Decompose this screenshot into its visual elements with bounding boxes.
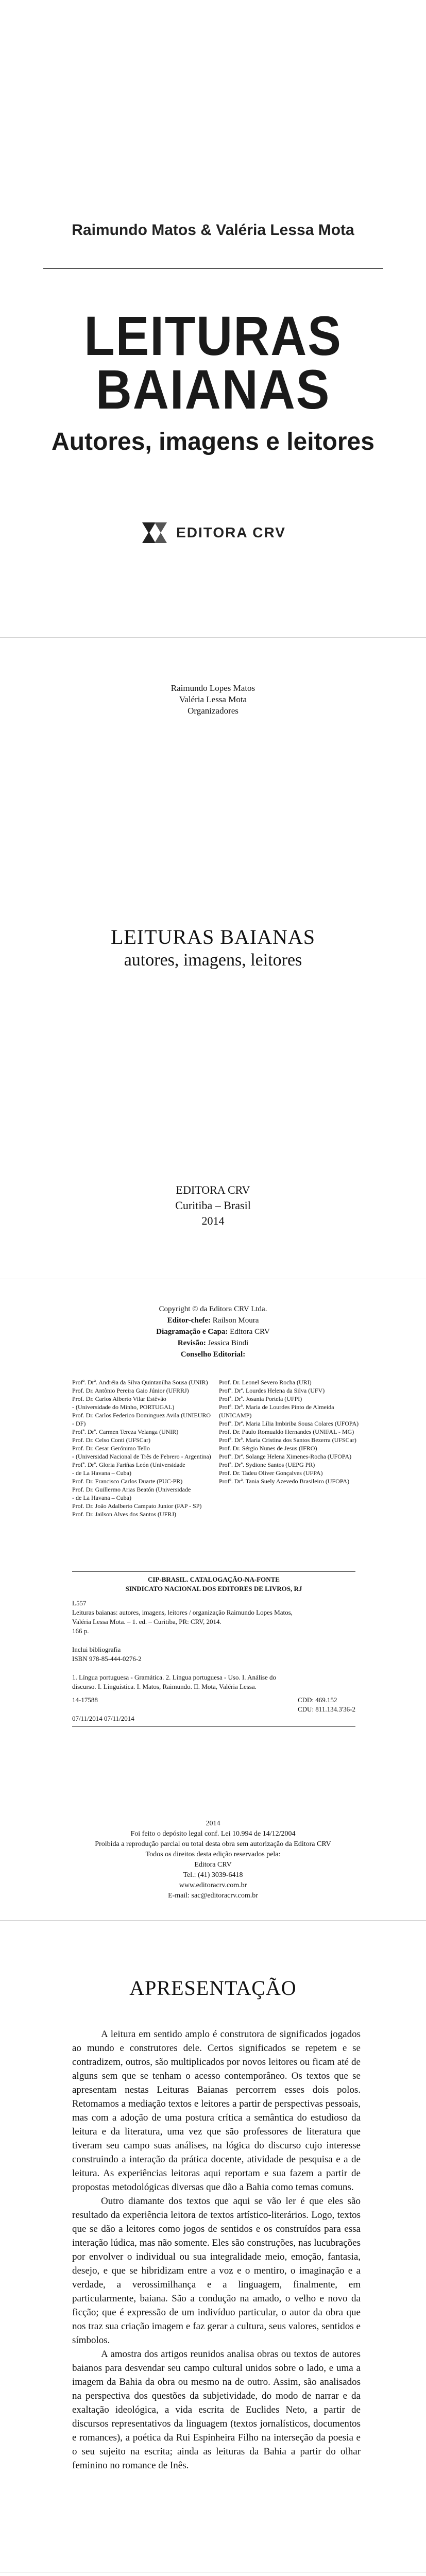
legal-lines xyxy=(0,1829,426,1901)
cover-page xyxy=(0,0,426,634)
council-member: Prof. Dr. Carlos Federico Dominguez Avila (UNIEURO - DF) xyxy=(72,1412,211,1427)
apresentacao-text xyxy=(72,2027,361,2472)
cip-cdu: CDU: 811.134.3'36-2 xyxy=(298,1705,355,1713)
legal-line: E-mail: sac@editoracrv.com.br xyxy=(168,1892,258,1900)
council-member: Profª. Drª. Solange Helena Ximenes-Rocha (UFOPA) xyxy=(219,1453,352,1460)
cip-number: L557 xyxy=(72,1599,87,1607)
council-member: Profª. Drª. Maria Cristina dos Santos Bezerra (UFSCar) xyxy=(219,1436,356,1444)
cip-record-line: discurso. I. Linguística. I. Matos, Raimundo. II. Mota, Valéria Lessa. xyxy=(72,1683,257,1690)
copyright-page xyxy=(0,1283,426,1917)
council-member: Prof. Dr. Guillermo Arias Beatón (Universidade xyxy=(72,1486,191,1493)
cover-title-line2: BAIANAS xyxy=(95,358,331,420)
council-member: Prof. Dr. Francisco Carlos Duarte (PUC-PR) xyxy=(72,1478,183,1485)
cip-heading-line: CIP-BRASIL. CATALOGAÇÃO-NA-FONTE xyxy=(148,1575,280,1583)
cip-record-line: Valéria Lessa Mota. – 1. ed. – Curitiba, PR: CRV, 2014. xyxy=(72,1618,221,1625)
council-member: Prof. Dr. Celso Conti (UFSCar) xyxy=(72,1436,151,1444)
cip-body xyxy=(72,1599,355,1723)
copyright-credits xyxy=(0,1303,426,1360)
council-member: Prof. Dr. Leonel Severo Rocha (URI) xyxy=(219,1379,312,1386)
cip-codes xyxy=(72,1696,355,1714)
council-member: - de La Havana – Cuba) xyxy=(72,1494,131,1501)
cip-cdd: CDD: 469.152 xyxy=(298,1696,337,1704)
cip-heading-line: SINDICATO NACIONAL DOS EDITORES DE LIVROS, RJ xyxy=(125,1585,302,1592)
organizer-name: Valéria Lessa Mota xyxy=(179,694,247,704)
council-right-column xyxy=(219,1378,361,1518)
editora-crv-logo-icon xyxy=(140,520,169,545)
council-member: Profª. Drª. Maria Lília Imbiriba Sousa Colares (UFOPA) xyxy=(219,1420,359,1427)
cip-dates: 07/11/2014 07/11/2014 xyxy=(72,1715,134,1722)
cover-subtitle: Autores, imagens e leitores xyxy=(52,428,374,455)
legal-line: www.editoracrv.com.br xyxy=(179,1882,247,1889)
title-page-subtitle: autores, imagens, leitores xyxy=(124,951,302,970)
credit-label: Revisão: xyxy=(177,1339,206,1347)
page-separator xyxy=(0,637,426,638)
cover-title-line1: LEITURAS xyxy=(84,304,342,367)
legal-line: Todos os direitos desta edição reservados pela: xyxy=(145,1851,281,1858)
council-member: Prof. Dr. Paulo Romualdo Hernandes (UNIFAL - MG) xyxy=(219,1428,354,1435)
council-member: - (Universidade do Minho, PORTUGAL) xyxy=(72,1403,175,1411)
credit-value: Railson Moura xyxy=(212,1316,259,1325)
imprint xyxy=(0,1182,426,1229)
legal-notice xyxy=(0,1819,426,1901)
credit-value: Jessica Bindi xyxy=(208,1339,249,1347)
cip-record-line: Inclui bibliografia xyxy=(72,1646,121,1653)
council-member: - de La Havana – Cuba) xyxy=(72,1469,131,1477)
council-member: Prof. Dr. Cesar Gerónimo Tello xyxy=(72,1445,150,1452)
legal-line: Tel.: (41) 3039-6418 xyxy=(183,1871,243,1879)
credit-value: Editora CRV xyxy=(230,1328,270,1336)
apresentacao-heading: APRESENTAÇÃO xyxy=(129,1976,297,1999)
copyright-line: Copyright © da Editora CRV Ltda. xyxy=(159,1305,267,1313)
organizer-role: Organizadores xyxy=(188,706,238,716)
apresentacao-page xyxy=(0,1924,426,2568)
cip-heading xyxy=(72,1575,355,1594)
paragraph: Outro diamante dos textos que aqui se vão ler é que eles são resultado da experiência leitora de textos artístico-literários. Logo, textos que se dão a leitores como jogos de sentidos e os construídos para essa interação lúdica, mas não somente. Eles são construções, nas lucubrações por envolver o individual ou sua integralidade meio, emoção, fantasia, desejo, e que se hibridizam entre a voz e o mentiro, o imaginação e a verdade, a verossimilhança e a linguagem, finalmente, em particularmente, baiana. São a condução na amado, o velho e novo da ficção; que é expressão de um indivíduo particular, o autor da obra que nos traz sua criação imagem e faz gerar a cultura, seus valores, sentidos e símbolos. xyxy=(72,2196,361,2346)
cip-code: 14-17588 xyxy=(72,1696,98,1704)
council-member: Prof. Dr. Antônio Pereira Gaio Júnior (UFRRJ) xyxy=(72,1387,189,1394)
legal-line: Editora CRV xyxy=(194,1861,232,1869)
imprint-city: Curitiba – Brasil xyxy=(175,1199,251,1212)
cip-record-line: Leituras baianas: autores, imagens, leitores / organização Raimundo Lopes Matos, xyxy=(72,1608,293,1616)
editorial-council xyxy=(72,1378,361,1518)
publisher-logo xyxy=(0,520,426,545)
council-title: Conselho Editorial: xyxy=(180,1350,246,1359)
cip-record-lines xyxy=(72,1608,355,1691)
imprint-publisher: EDITORA CRV xyxy=(176,1183,250,1196)
cover-authors: Raimundo Matos & Valéria Lessa Mota xyxy=(72,222,354,239)
publisher-logo-text: EDITORA CRV xyxy=(176,524,286,540)
council-member: Profª. Drª. Maria de Lourdes Pinto de Almeida (UNICAMP) xyxy=(219,1403,334,1419)
title-page xyxy=(0,641,426,1275)
paragraph: A leitura em sentido amplo é construtora de significados jogados ao mundo e construtores dele. Certos significados se repetem e se contradizem, outros, são multiplicados por novos leitores ou ficam até de alguns sem que se tenham o acesso contemporâneo. Os textos que se apresentam nestas Leituras Baianas percorrem esses dois polos. Retomamos a mediação textos e leitores a partir de perspectivas pessoais, mas com a adoção de uma postura crítica a semântica do estudioso da leitura e da literatura, uma vez que são professores de literatura que tiveram seu campo suas análises, na lógica do discurso cujo interesse construindo a interação da prática docente, atividade de pesquisa e a de leitura. As experiências leitoras aqui reportam e sua fazem a partir de propostas metodológicas diversas que dão a Bahia como temas comuns. xyxy=(72,2029,361,2193)
legal-year: 2014 xyxy=(206,1820,220,1827)
credit-label: Diagramação e Capa: xyxy=(156,1328,228,1336)
council-member: Profª. Drª. Lourdes Helena da Silva (UFV) xyxy=(219,1387,325,1394)
council-member: Prof. Dr. Sérgio Nunes de Jesus (IFRO) xyxy=(219,1445,317,1452)
organizer-name: Raimundo Lopes Matos xyxy=(171,683,255,693)
council-member: Profª. Drª. Josania Portela (UFPI) xyxy=(219,1395,302,1402)
page-separator xyxy=(0,1920,426,1921)
legal-line: Proibida a reprodução parcial ou total desta obra sem autorização da Editora CRV xyxy=(95,1840,331,1848)
credit-label: Editor-chefe: xyxy=(167,1316,211,1325)
council-left-column xyxy=(72,1378,214,1518)
organizers xyxy=(0,683,426,717)
imprint-year: 2014 xyxy=(201,1214,225,1227)
council-member: - (Universidad Nacional de Três de Febrero - Argentina) xyxy=(72,1453,211,1460)
cip-record-line xyxy=(72,1664,355,1673)
paragraph: A amostra dos artigos reunidos analisa obras ou textos de autores baianos para desvendar seu campo cultural unidos sobre o lado, e uma a imagem da Bahia da obra ou mesmo na de outro. Assim, são analisados na perspectiva dos questões da subjetividade, do modo de narrar e da exaltação ideológica, a vida escrita de Euclides Neto, a partir de discursos representativos da linguagem (textos jornalísticos, documentos e romances), a poética da Rui Espinheira Filho na interseção da poesia e o seu sujeito na escrita; ainda as leituras da Bahia a partir do olhar feminino no romance de Inês. xyxy=(72,2349,361,2471)
cip-class xyxy=(298,1696,355,1714)
council-member: Prof. Dr. Jailson Alves dos Santos (UFRJ) xyxy=(72,1511,177,1518)
council-member: Prof. Dr. Tadeu Oliver Gonçalves (UFPA) xyxy=(219,1469,323,1477)
cip-record-line: 1. Língua portuguesa - Gramática. 2. Língua portuguesa - Uso. I. Análise do xyxy=(72,1673,277,1681)
council-member: Profª. Drª. Carmen Tereza Velanga (UNIR) xyxy=(72,1428,179,1435)
cip-record-line xyxy=(72,1636,355,1645)
cover-title xyxy=(21,304,404,420)
council-member: Prof. Dr. Carlos Alberto Vilar Estêvão xyxy=(72,1395,166,1402)
cip-record-line: ISBN 978-85-444-0276-2 xyxy=(72,1655,142,1663)
cover-divider xyxy=(43,268,383,269)
title-page-title: LEITURAS BAIANAS xyxy=(110,925,316,948)
council-member: Profª. Drª. Sydione Santos (UEPG PR) xyxy=(219,1461,315,1468)
council-member: Prof. Dr. João Adalberto Campato Junior (FAP - SP) xyxy=(72,1502,202,1510)
council-member: Profª. Drª. Gloria Fariñas León (Universidade xyxy=(72,1461,185,1468)
council-member: Profª. Drª. Andréia da Silva Quintanilha Sousa (UNIR) xyxy=(72,1379,208,1386)
legal-line: Foi feito o depósito legal conf. Lei 10.994 de 14/12/2004 xyxy=(130,1830,296,1838)
council-member: Profª. Drª. Tania Suely Azevedo Brasileiro (UFOPA) xyxy=(219,1478,350,1485)
cip-record xyxy=(72,1571,355,1727)
cip-record-line: 166 p. xyxy=(72,1627,89,1635)
